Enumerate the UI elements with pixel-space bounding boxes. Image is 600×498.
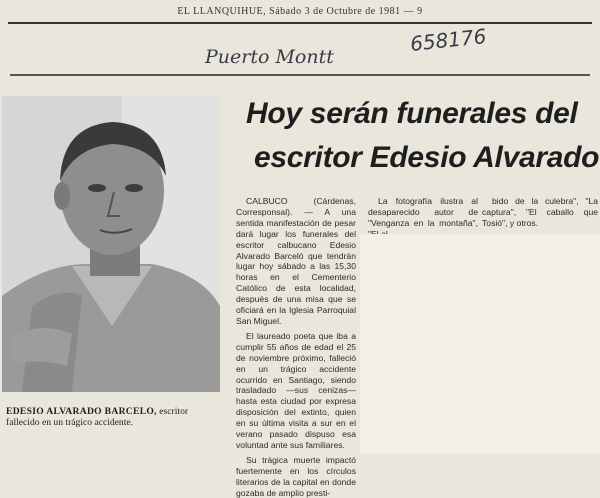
newspaper-dateline: EL LLANQUIHUE, Sábado 3 de Octubre de 1981 — 9 [177, 6, 423, 17]
portrait-illustration [2, 96, 220, 392]
caption-text: escritor fallecido en un trágico accidente. [6, 406, 189, 428]
handwritten-number: 658176 [408, 24, 488, 56]
headline-line-1: Hoy serán funerales del [246, 97, 578, 130]
section-divider [10, 74, 590, 76]
newspaper-header [8, 4, 592, 24]
caption-name: EDESIO ALVARADO BARCELO, [6, 406, 157, 417]
paragraph: CALBUCO (Cárdenas, Corresponsal). — A una sentida manifestación de pesar dará lugar los funerales del escritor calbucano Edesio Alvarado Barceló que tendrán lugar hoy sábado a las 15,30 horas en el Cementerio Católico de esta localidad, después de una misa que se oficiará en la Iglesia Parroquial San Miguel. [236, 196, 356, 326]
paragraph: bido de la culebra", "La captura", "El caballo que Tosió", y otros. [482, 196, 598, 228]
paragraph: La fotografía ilustra al desaparecido autor de "Venganza en la montaña", [368, 196, 478, 228]
article-headline [232, 92, 600, 180]
blank-area [360, 234, 600, 454]
portrait-photo [2, 96, 220, 392]
headline-line-2: escritor Edesio Alvarado [254, 141, 600, 174]
handwritten-place: Puerto Montt [205, 46, 334, 68]
paragraph: El laureado poeta que iba a cumplir 55 años de edad el 25 de noviembre próximo, falleció en un trágico accidente ocurrido en Santiago, siendo trasladado —sus cenizas— hasta esta ciudad por expresa disposición del extinto, quien en su última visita a sur en el verano pasado dispuso esa voluntad ante sus familiares. [236, 330, 356, 450]
article-column-3 [482, 196, 598, 233]
photo-caption [6, 406, 220, 428]
paragraph: Su trágica muerte impactó fuertemente en los círculos literarios de la capital en donde gozaba de amplio presti- [236, 454, 356, 498]
article-column-1 [236, 196, 356, 498]
